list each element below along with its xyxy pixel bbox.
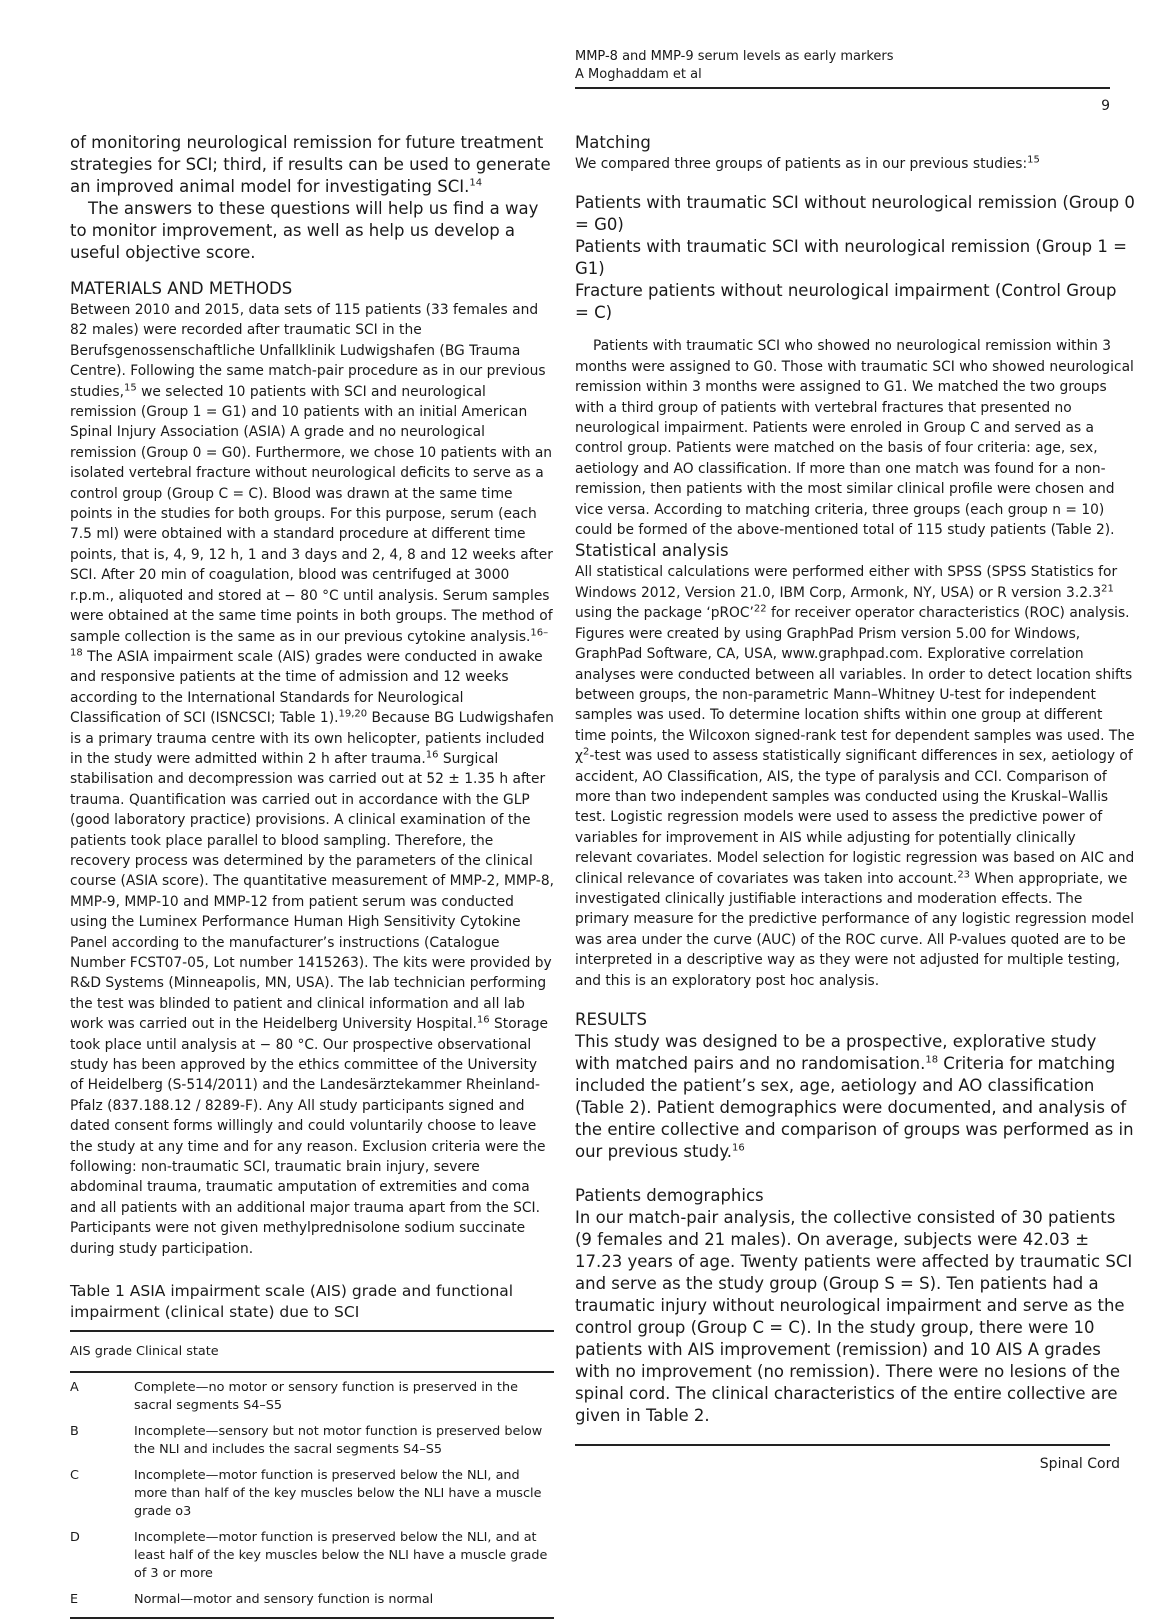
methods-text-4: Because BG Ludwigshafen is a primary trauma centre with its own helicopter, patients included in the study were admitted within 2 h after trauma. xyxy=(70,710,554,767)
table-row xyxy=(70,1523,554,1585)
intro-paragraph-1 xyxy=(70,132,554,198)
clinical-state: Complete—no motor or sensory function is preserved in the sacral segments S4–S5 xyxy=(134,1380,518,1414)
clinical-state: Incomplete—motor function is preserved below the NLI, and more than half of the key muscles below the NLI have a muscle grade o3 xyxy=(134,1468,542,1520)
list-item: Patients with traumatic SCI without neurological remission (Group 0 = G0) xyxy=(575,193,1135,235)
running-title: MMP-8 and MMP-9 serum levels as early markers xyxy=(575,49,894,64)
list-item: Fracture patients without neurological impairment (Control Group = C) xyxy=(575,281,1117,323)
running-authors: A Moghaddam et al xyxy=(575,67,702,82)
intro-paragraph-2: The answers to these questions will help us find a way to monitor improvement, as well as help us develop a useful objective score. xyxy=(70,199,539,262)
methods-paragraph xyxy=(70,300,554,1259)
citation-ref: 16 xyxy=(476,1014,490,1026)
results-heading: RESULTS xyxy=(575,1010,647,1029)
list-item: Patients with traumatic SCI with neurological remission (Group 1 = G1) xyxy=(575,237,1127,279)
citation-ref: 19,20 xyxy=(338,708,368,720)
group-list xyxy=(575,192,1135,324)
clinical-state: Incomplete—motor function is preserved below the NLI, and at least half of the key muscles below the NLI have a muscle grade of 3 or more xyxy=(134,1530,548,1582)
left-column xyxy=(70,132,554,1619)
ais-grade: E xyxy=(70,1592,79,1608)
table-row xyxy=(70,1461,554,1523)
citation-ref: 16 xyxy=(425,749,439,761)
ais-table-header-cell: AIS grade Clinical state xyxy=(70,1331,554,1372)
stats-text-3: for receiver operator characteristics (ROC) analysis. Figures were created by using GraphPad Prism version 5.00 for Windows, GraphPad Software, CA, USA, www.graphpad.com. Explorative correlation analyses were conducted between all variables. In order to detect location shifts between groups, the non-parametric Mann–Whitney U-test for independent samples was used. To determine location shifts within one group at different time points, the Wilcoxon signed-rank test for dependent samples was used. The χ xyxy=(575,605,1135,765)
methods-text-6: Storage took place until analysis at − 80 °C. Our prospective observational study has been approved by the ethics committee of the University of Heidelberg (S-514/2011) and the Landesärztekammer Rheinland-Pfalz (837.188.12 / 8289-F). Any All study participants signed and dated consent forms willingly and could voluntarily choose to leave the study at any time and for any reason. Exclusion criteria were the following: non-traumatic SCI, traumatic brain injury, severe abdominal trauma, traumatic amputation of extremities and coma and all patients with an additional major trauma apart from the SCI. Participants were not given methylprednisolone sodium succinate during study participation. xyxy=(70,1016,549,1257)
stats-text-5: When appropriate, we investigated clinically justifiable interactions and moderation effects. The primary measure for the predictive performance of any logistic regression model was area under the curve (AUC) of the ROC curve. All P-values quoted are to be interpreted in a descriptive way as they were not adjusted for multiple testing, and this is an exploratory post hoc analysis. xyxy=(575,870,1135,989)
matching-heading: Matching xyxy=(575,133,651,152)
methods-text-3: The ASIA impairment scale (AIS) grades were conducted in awake and responsive patients at the time of admission and 12 weeks according to the International Standards for Neurological Classification of SCI (ISNCSCI; Table 1). xyxy=(70,648,543,727)
results-text-1: This study was designed to be a prospective, explorative study with matched pairs and no randomisation. xyxy=(575,1032,1097,1073)
right-column xyxy=(575,132,1135,1427)
clinical-state: Incomplete—sensory but not motor function is preserved below the NLI and includes the sacral segments S4–S5 xyxy=(134,1424,543,1458)
methods-text-5: Surgical stabilisation and decompression was carried out at 52 ± 1.35 h after trauma. Quantification was carried out in accordance with the GLP (good laboratory practice) provisions. A clinical examination of the patients took place parallel to blood sampling. Therefore, the recovery process was determined by the parameters of the clinical course (ASIA score). The quantitative measurement of MMP-2, MMP-8, MMP-9, MMP-10 and MMP-12 from patient serum was conducted using the Luminex Performance Human High Sensitivity Cytokine Panel according to the manufacturer’s instructions (Catalogue Number FCST07-05, Lot number 1415263). The kits were provided by R&D Systems (Minneapolis, MN, USA). The lab technician performing the test was blinded to patient and clinical information and all lab work was carried out in the Heidelberg University Hospital. xyxy=(70,750,554,1033)
methods-text-2: we selected 10 patients with SCI and neurological remission (Group 1 = G1) and 10 patients with an initial American Spinal Injury Association (ASIA) A grade and no neurological remission (Group 0 = G0). Furthermore, we chose 10 patients with an isolated vertebral fracture without neurological deficits to serve as a control group (Group C = C). Blood was drawn at the same time points in the studies for both groups. For this purpose, serum (each 7.5 ml) were obtained with a standard procedure at different time points, that is, 4, 9, 12 h, 1 and 3 days and 2, 4, 8 and 12 weeks after SCI. After 20 min of coagulation, blood was centrifuged at 3000 r.p.m., aliquoted and stored at − 80 °C until analysis. Serum samples were obtained at the same time points in both groups. The method of sample collection is the same as in our previous cytokine analysis. xyxy=(70,383,553,645)
footer-rule xyxy=(575,1444,1110,1446)
ais-grade: B xyxy=(70,1424,79,1440)
stats-text-4: -test was used to assess statistically significant differences in sex, aetiology of accident, AO Classification, AIS, the type of paralysis and CCI. Comparison of more than two independent samples was conducted using the Kruskal–Wallis test. Logistic regression models were used to assess the predictive power of variables for improvement in AIS while adjusting for potentially clinically relevant covariates. Model selection for logistic regression was based on AIC and clinical relevance of covariates was taken into account. xyxy=(575,748,1135,887)
statistics-heading: Statistical analysis xyxy=(575,541,729,561)
matching-intro xyxy=(575,154,1135,174)
superscript: 2 xyxy=(582,746,590,758)
stats-text-2: using the package ‘pROC’ xyxy=(575,605,754,622)
table-row xyxy=(70,1372,554,1417)
stats-text-1: All statistical calculations were performed either with SPSS (SPSS Statistics for Windows 2012, Version 21.0, IBM Corp, Armonk, NY, USA) or R version 3.2.3 xyxy=(575,564,1118,601)
ais-grade: A xyxy=(70,1380,79,1396)
journal-name: Spinal Cord xyxy=(1039,1456,1120,1472)
citation-ref: 21 xyxy=(1101,583,1114,595)
demographics-paragraph: In our match-pair analysis, the collective consisted of 30 patients (9 females and 21 males). On average, subjects were 42.03 ± 17.23 years of age. Twenty patients were affected by traumatic SCI and serve as the study group (Group S = S). Ten patients had a traumatic injury without neurological impairment and serve as the control group (Group C = C). In the study group, there were 10 patients with AIS improvement (remission) and 10 AIS A grades with no improvement (no remission). There were no lesions of the spinal cord. The clinical characteristics of the entire collective are given in Table 2. xyxy=(575,1208,1133,1425)
citation-ref: 23 xyxy=(957,868,971,880)
citation-ref: 16–18 xyxy=(70,626,549,659)
results-text-2: Criteria for matching included the patient’s sex, age, aetiology and AO classification (Table 2). Patient demographics were documented, and analysis of the entire collective and comparison of groups was performed as in our previous study. xyxy=(575,1054,1134,1161)
citation-ref: 16 xyxy=(732,1142,745,1154)
ais-grade: D xyxy=(70,1530,80,1546)
ais-table-header xyxy=(70,1331,554,1372)
page-number: 9 xyxy=(1101,98,1110,114)
citation-ref: 18 xyxy=(925,1054,939,1066)
demographics-heading: Patients demographics xyxy=(575,1186,764,1205)
citation-ref: 15 xyxy=(1027,154,1040,166)
citation-ref: 22 xyxy=(753,603,767,615)
table-1-caption: Table 1 ASIA impairment scale (AIS) grade and functional impairment (clinical state) due to SCI xyxy=(70,1282,514,1322)
ais-table xyxy=(70,1330,554,1619)
statistics-paragraph xyxy=(575,562,1135,991)
matching-paragraph: Patients with traumatic SCI who showed no neurological remission within 3 months were assigned to G0. Those with traumatic SCI who showed neurological remission within 3 months were assigned to G1. We matched the two groups with a third group of patients with vertebral fractures that presented no neurological impairment. Patients were enroled in Group C and served as a control group. Patients were matched on the basis of four criteria: age, sex, aetiology and AO classification. If more than one match was found for a non-remission, then patients with the most similar clinical profile were chosen and vice versa. According to matching criteria, three groups (each group n = 10) could be formed of the above-mentioned total of 115 study patients (Table 2). xyxy=(575,338,1134,539)
citation-ref: 15 xyxy=(124,382,137,394)
results-paragraph xyxy=(575,1031,1135,1163)
methods-heading: MATERIALS AND METHODS xyxy=(70,279,293,298)
clinical-state: Normal—motor and sensory function is normal xyxy=(134,1592,434,1608)
table-row xyxy=(70,1585,554,1618)
citation-ref: 14 xyxy=(469,177,483,189)
table-row xyxy=(70,1417,554,1461)
ais-grade: C xyxy=(70,1468,79,1484)
methods-text-1: Between 2010 and 2015, data sets of 115 patients (33 females and 82 males) were recorded after traumatic SCI in the Berufsgenossenschaftliche Unfallklinik Ludwigshafen (BG Trauma Centre). Following the same match-pair procedure as in our previous studies, xyxy=(70,302,546,400)
running-head xyxy=(575,48,1110,89)
intro-text-1: of monitoring neurological remission for future treatment strategies for SCI; third, if results can be used to generate an improved animal model for investigating SCI. xyxy=(70,133,551,196)
matching-intro-text: We compared three groups of patients as in our previous studies: xyxy=(575,156,1028,172)
